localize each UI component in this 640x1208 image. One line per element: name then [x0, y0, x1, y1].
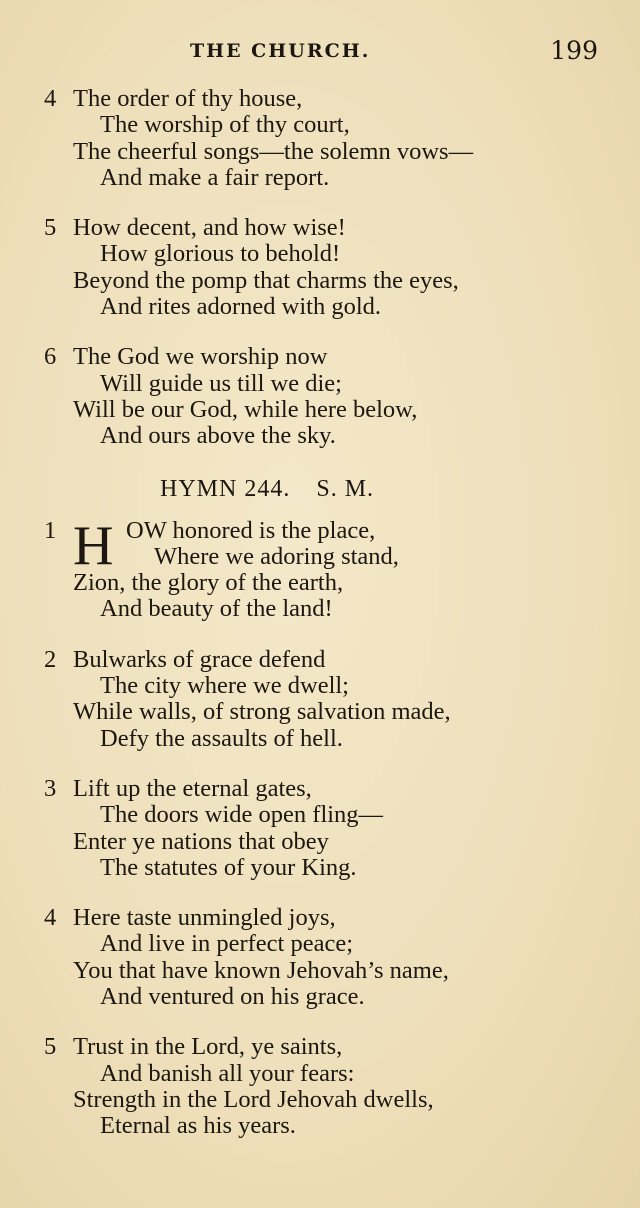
stanza-number: 4: [44, 904, 57, 932]
verse-line: Beyond the pomp that charms the eyes,: [73, 266, 459, 294]
verse-text: How decent, and how wise!: [73, 214, 346, 242]
verse-text: OW honored is the place,: [126, 516, 376, 544]
verse-text: Lift up the eternal gates,: [73, 774, 312, 802]
verse-line: Strength in the Lord Jehovah dwells,: [73, 1085, 434, 1113]
stanza-4-previous-hymn: [0, 86, 640, 191]
verse-text: The God we worship now: [73, 343, 328, 371]
verse-text: Trust in the Lord, ye saints,: [73, 1033, 343, 1061]
hymn-meter: S. M.: [316, 475, 375, 502]
stanza-number: 6: [44, 343, 57, 371]
hymn-stanza-5: [0, 1034, 640, 1139]
verse-line: The worship of thy court,: [100, 111, 350, 139]
verse-line: [0, 647, 640, 673]
verse-text: Here taste unmingled joys,: [73, 904, 336, 932]
verse-line: [0, 86, 640, 112]
verse-line: Will guide us till we die;: [100, 369, 342, 397]
verse-line: [0, 344, 640, 370]
verse-line: And banish all your fears:: [100, 1059, 355, 1087]
verse-line: And make a fair report.: [100, 163, 330, 191]
verse-line: Enter ye nations that obey: [73, 827, 329, 855]
verse-line: And ventured on his grace.: [100, 983, 365, 1011]
verse-line: While walls, of strong salvation made,: [73, 698, 451, 726]
verse-line: And live in perfect peace;: [100, 930, 354, 958]
stanza-number: 1: [44, 516, 57, 544]
verse-line: And rites adorned with gold.: [100, 293, 382, 321]
verse-line: The city where we dwell;: [100, 672, 349, 700]
verse-line: The cheerful songs—the solemn vows—: [73, 137, 474, 165]
stanza-number: 5: [44, 214, 57, 242]
verse-line: The statutes of your King.: [100, 853, 357, 881]
page-header: [0, 36, 640, 66]
verse-line: The doors wide open fling—: [100, 801, 384, 829]
hymn-stanza-4: [0, 905, 640, 1010]
verse-line: [0, 1034, 640, 1060]
verse-line: You that have known Jehovah’s name,: [73, 956, 449, 984]
verse-line: Where we adoring stand,: [154, 542, 399, 570]
hymn-stanza-2: [0, 647, 640, 752]
running-head: THE CHURCH.: [190, 40, 371, 62]
hymn-stanza-3: [0, 776, 640, 881]
verse-line: [0, 905, 640, 931]
stanza-number: 5: [44, 1033, 57, 1061]
stanza-6-previous-hymn: [0, 344, 640, 449]
verse-line: And beauty of the land!: [100, 595, 333, 623]
drop-cap: H: [73, 514, 114, 577]
stanza-number: 4: [44, 85, 57, 112]
verse-line: [0, 215, 640, 241]
verse-line: [0, 776, 640, 802]
verse-line: Zion, the glory of the earth,: [73, 569, 344, 597]
hymn-number: HYMN 244.: [160, 475, 291, 502]
verse-line: Will be our God, while here below,: [73, 395, 418, 423]
stanza-5-previous-hymn: [0, 215, 640, 320]
verse-text: The order of thy house,: [73, 85, 303, 112]
verse-text: Bulwarks of grace defend: [73, 645, 326, 673]
page-number: 199: [550, 36, 598, 65]
hymn-stanza-1: [0, 514, 640, 623]
hymn-title: [0, 474, 640, 504]
verse-line: Defy the assaults of hell.: [100, 724, 343, 752]
verse-line: How glorious to behold!: [100, 240, 341, 268]
page-content: [0, 86, 640, 1164]
stanza-number: 3: [44, 774, 57, 802]
verse-line: Eternal as his years.: [100, 1112, 296, 1140]
stanza-number: 2: [44, 645, 57, 673]
verse-line: And ours above the sky.: [100, 422, 336, 450]
